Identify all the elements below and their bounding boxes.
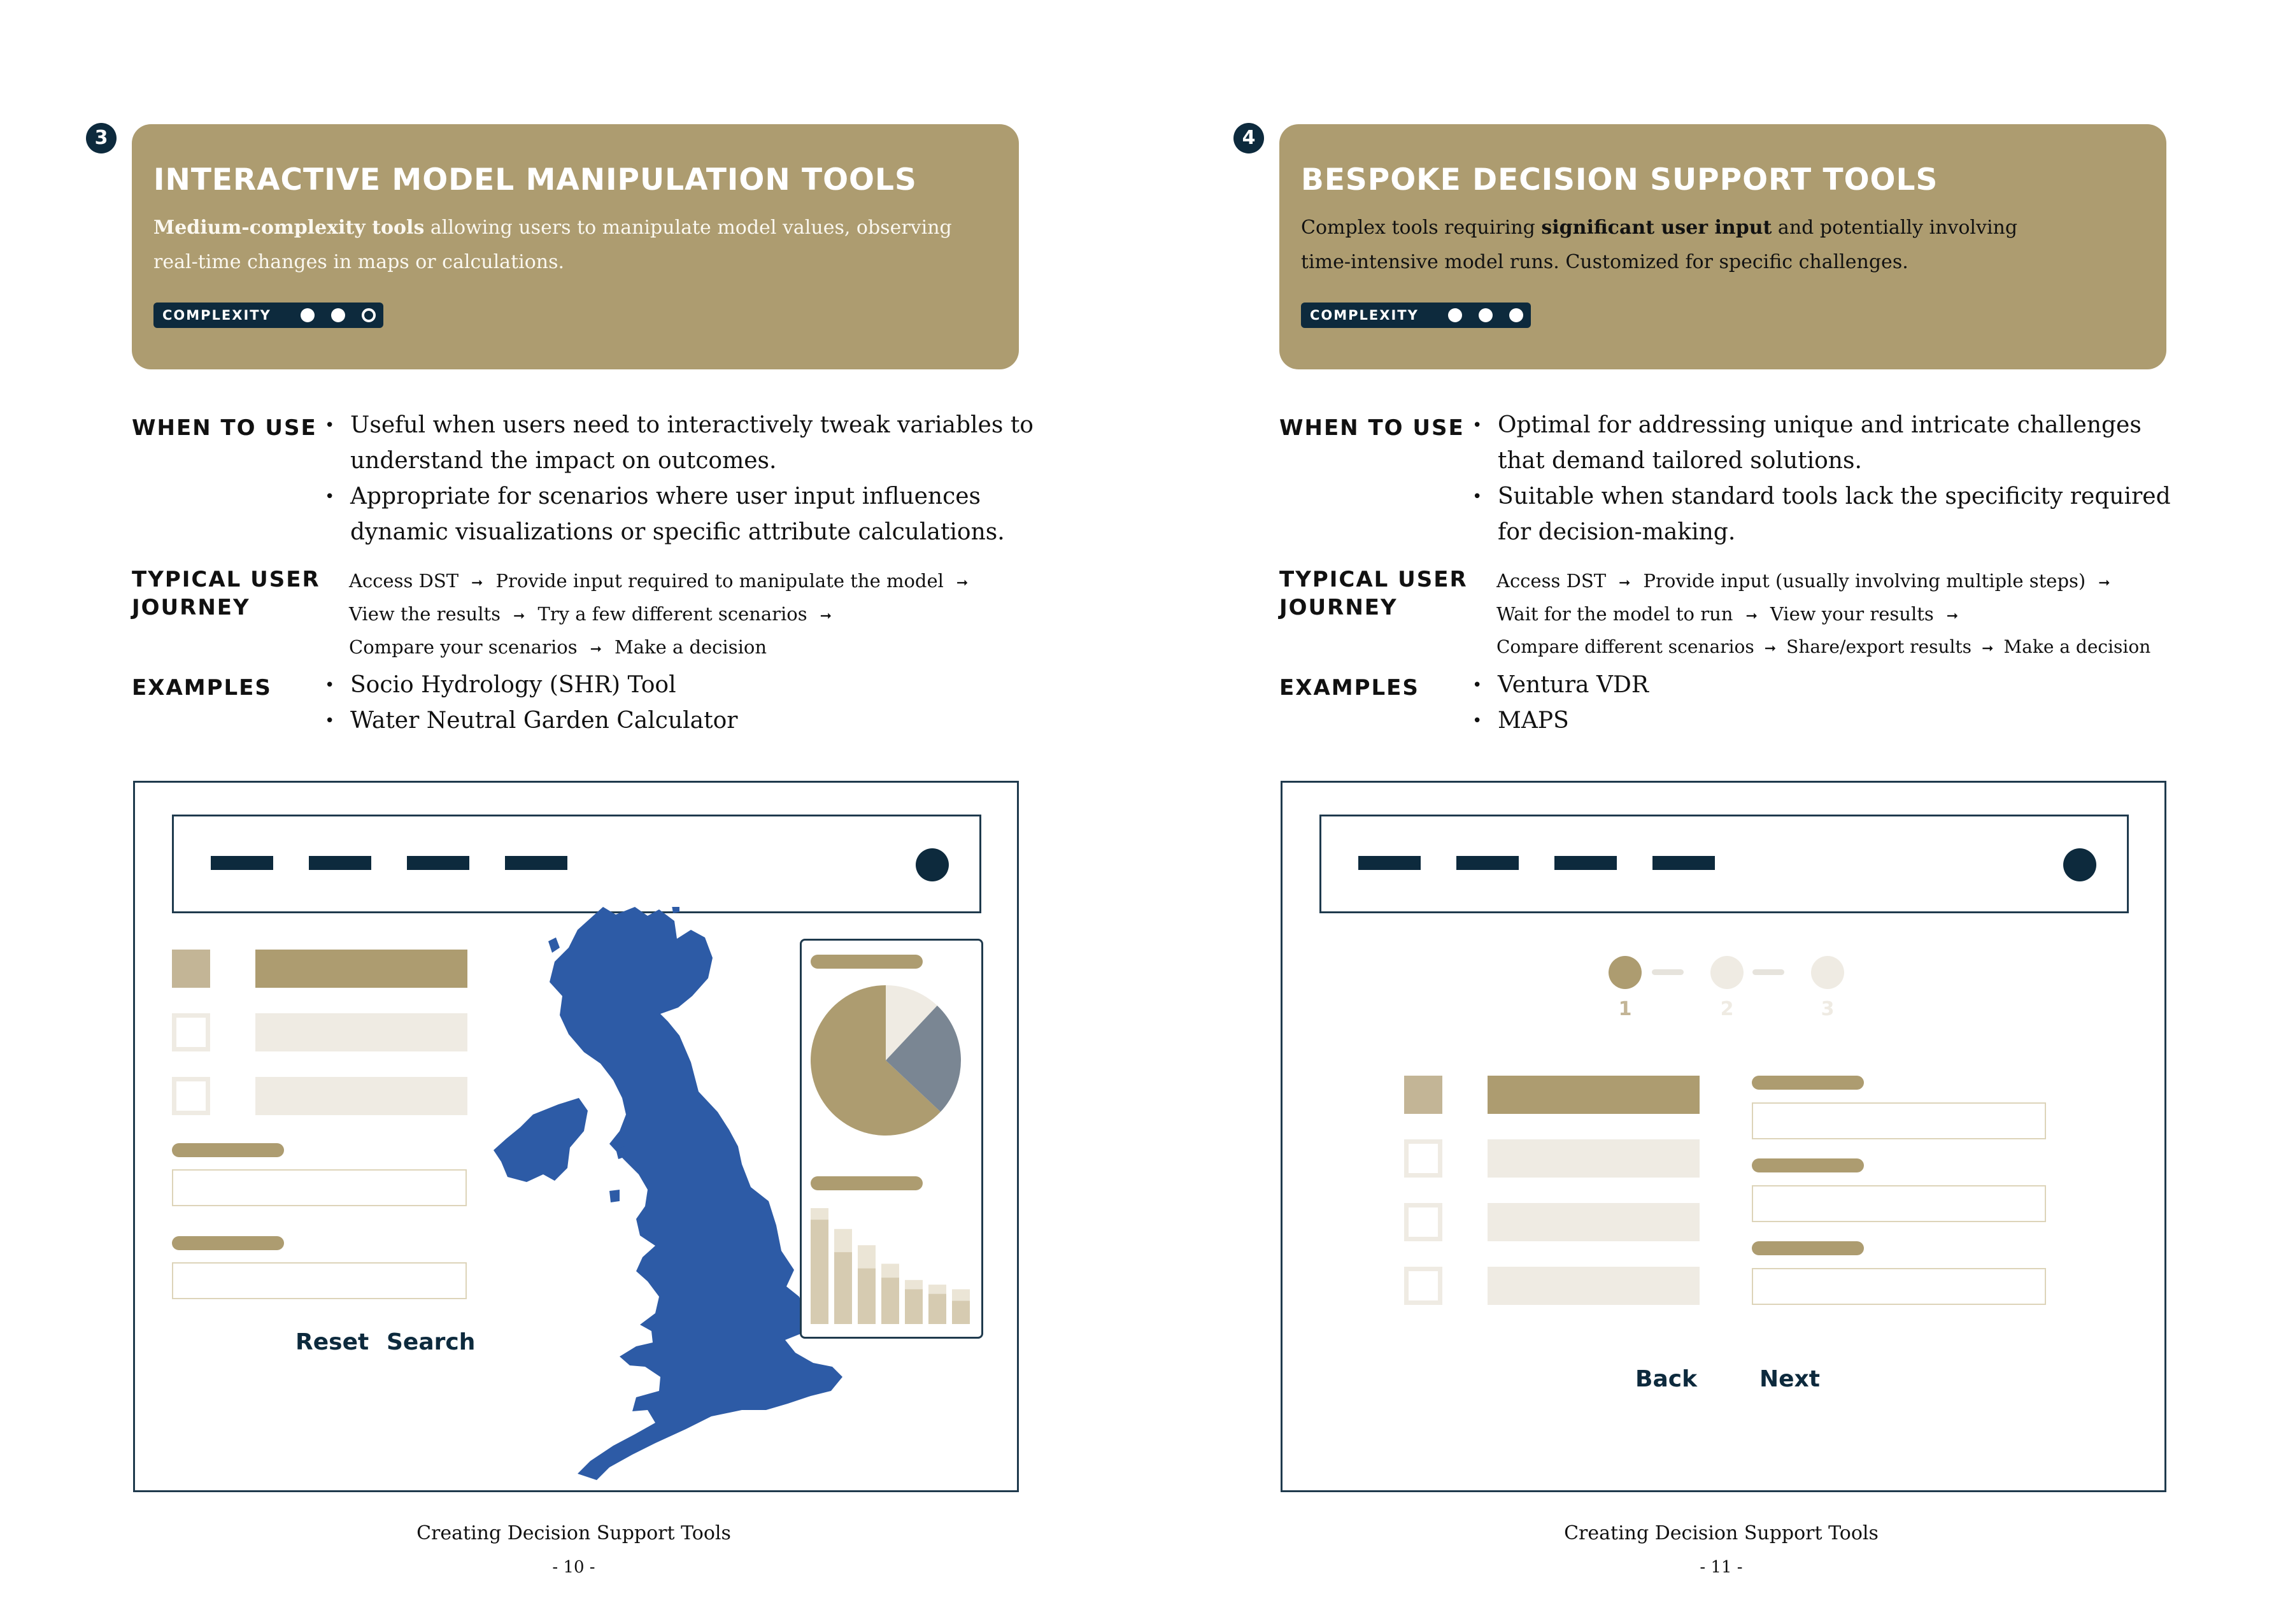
checkbox-unchecked [1404, 1267, 1442, 1305]
tool-type-description [1301, 211, 2142, 280]
nav-item-placeholder [211, 856, 273, 870]
checkbox-unchecked [1404, 1139, 1442, 1178]
option-bar [1488, 1139, 1700, 1178]
bar-chart [811, 1208, 974, 1329]
complexity-label: COMPLEXITY [162, 308, 271, 323]
option-bar [1488, 1203, 1700, 1241]
step-connector [1652, 969, 1684, 975]
bar-front [928, 1294, 946, 1324]
journey-step: Access DST [349, 570, 459, 592]
description-text: allowing users to manipulate model values, observing [424, 217, 952, 239]
bar-front [905, 1289, 923, 1324]
right-page [1148, 0, 2295, 1624]
journey-line [1496, 566, 2203, 599]
journey-step: Share/export results [1786, 636, 1972, 657]
description-emphasis: Medium-complexity tools [153, 217, 425, 239]
mock-nav-bar [172, 815, 981, 913]
complexity-badge [1301, 303, 1531, 328]
when-to-use-list [1472, 408, 2198, 550]
arrow-right-icon: ➞ [1982, 641, 1994, 657]
bar-front [811, 1220, 828, 1324]
field-label-placeholder [1752, 1241, 1864, 1255]
input-field-placeholder [1752, 1185, 2046, 1222]
tool-type-title: BESPOKE DECISION SUPPORT TOOLS [1301, 162, 1938, 197]
arrow-right-icon: ➞ [1946, 608, 1959, 624]
step-number: 2 [1720, 998, 1734, 1020]
list-item: • MAPS [1472, 703, 2198, 739]
journey-line [1496, 599, 2203, 632]
when-to-use-list [325, 408, 1051, 550]
bar-front [858, 1269, 876, 1324]
nav-item-placeholder [309, 856, 371, 870]
chart-label-placeholder [811, 1176, 923, 1190]
examples-label: EXAMPLES [132, 675, 272, 701]
back-button: Back [1635, 1366, 1698, 1392]
checkbox-unchecked [1404, 1203, 1442, 1241]
arrow-right-icon: ➞ [1619, 575, 1631, 591]
examples-list [1472, 667, 2198, 739]
input-field-placeholder [1752, 1102, 2046, 1139]
list-item: • Socio Hydrology (SHR) Tool [325, 667, 1051, 703]
list-item: • Appropriate for scenarios where user input influences dynamic visualizations or specific attribute calculations. [325, 479, 1051, 550]
page-number: - 11 - [1700, 1558, 1743, 1577]
field-label-placeholder [172, 1236, 284, 1250]
journey-line [349, 599, 1056, 632]
arrow-right-icon: ➞ [471, 575, 483, 591]
field-label-placeholder [1752, 1076, 1864, 1090]
bar-front [881, 1278, 899, 1324]
tool-type-header-card [1279, 124, 2166, 369]
user-journey-steps [1496, 566, 2203, 664]
nav-item-placeholder [1652, 856, 1715, 870]
journey-step: Make a decision [615, 636, 767, 658]
description-text-line2: real-time changes in maps or calculations. [153, 251, 565, 273]
field-label-placeholder [1752, 1158, 1864, 1172]
nav-item-placeholder [407, 856, 469, 870]
bar-front [952, 1301, 970, 1324]
journey-line [349, 566, 1056, 599]
map-great-britain [550, 907, 842, 1480]
footer-title: Creating Decision Support Tools [1564, 1522, 1879, 1544]
map-tool-mockup [133, 781, 1019, 1492]
chart-label-placeholder [811, 955, 923, 969]
arrow-right-icon: ➞ [820, 608, 832, 624]
complexity-badge [153, 303, 383, 328]
mock-nav-bar [1319, 815, 2129, 913]
nav-item-placeholder [505, 856, 567, 870]
step-indicator [1811, 956, 1844, 989]
uk-map-illustration [488, 907, 845, 1483]
list-item: • Optimal for addressing unique and intricate challenges that demand tailored solutions. [1472, 408, 2198, 479]
journey-step: View the results [349, 603, 501, 625]
complexity-dot-filled [1509, 308, 1523, 322]
complexity-dot-filled [301, 308, 315, 322]
option-bar [1488, 1267, 1700, 1305]
map-island [609, 1190, 620, 1202]
tool-type-title: INTERACTIVE MODEL MANIPULATION TOOLS [153, 162, 917, 197]
map-ireland [494, 1098, 588, 1182]
checkbox-unchecked [172, 1013, 210, 1051]
option-bar [255, 1013, 467, 1051]
stats-side-panel [800, 939, 983, 1339]
journey-line [1496, 632, 2203, 664]
complexity-dot-filled [331, 308, 345, 322]
checkbox-checked [172, 950, 210, 988]
complexity-label: COMPLEXITY [1310, 308, 1419, 323]
footer-title: Creating Decision Support Tools [416, 1522, 731, 1544]
description-text: Complex tools requiring [1301, 217, 1542, 239]
section-number-badge: 4 [1233, 123, 1264, 153]
user-journey-steps [349, 566, 1056, 665]
list-item: • Suitable when standard tools lack the specificity required for decision-making. [1472, 479, 2198, 550]
option-bar-selected [1488, 1076, 1700, 1114]
nav-item-placeholder [1554, 856, 1617, 870]
description-text: and potentially involving [1772, 217, 2018, 239]
journey-step: Compare different scenarios [1496, 636, 1754, 657]
journey-step: Provide input (usually involving multiple steps) [1643, 570, 2086, 592]
journey-line [349, 632, 1056, 665]
wizard-tool-mockup [1281, 781, 2166, 1492]
journey-step: Provide input required to manipulate the model [495, 570, 944, 592]
reset-button: Reset [295, 1329, 369, 1355]
checkbox-unchecked [172, 1077, 210, 1115]
avatar [2063, 848, 2096, 881]
examples-list [325, 667, 1051, 739]
nav-item-placeholder [1358, 856, 1421, 870]
examples-label: EXAMPLES [1279, 675, 1419, 701]
when-to-use-label: WHEN TO USE [1279, 415, 1465, 441]
journey-step: Compare your scenarios [349, 636, 578, 658]
next-button: Next [1759, 1366, 1820, 1392]
journey-step: Access DST [1496, 570, 1607, 592]
search-button: Search [387, 1329, 476, 1355]
arrow-right-icon: ➞ [2098, 575, 2110, 591]
option-bar-selected [255, 950, 467, 988]
field-label-placeholder [172, 1143, 284, 1157]
bar-front [834, 1252, 852, 1324]
input-field-placeholder [172, 1262, 467, 1299]
step-connector [1752, 969, 1784, 975]
arrow-right-icon: ➞ [513, 608, 525, 624]
complexity-dot-filled [1448, 308, 1462, 322]
option-bar [255, 1077, 467, 1115]
avatar [916, 848, 949, 881]
pie-chart [809, 984, 962, 1137]
arrow-right-icon: ➞ [1745, 608, 1758, 624]
journey-step: View your results [1770, 603, 1934, 625]
complexity-dot-filled [1479, 308, 1493, 322]
map-island [548, 937, 560, 953]
input-field-placeholder [1752, 1268, 2046, 1305]
description-text-line2: time-intensive model runs. Customized for specific challenges. [1301, 251, 1908, 273]
user-journey-label: TYPICAL USER JOURNEY [132, 567, 320, 620]
when-to-use-label: WHEN TO USE [132, 415, 317, 441]
list-item: • Ventura VDR [1472, 667, 2198, 703]
tool-type-header-card [132, 124, 1019, 369]
journey-step: Wait for the model to run [1496, 603, 1733, 625]
journey-step: Try a few different scenarios [537, 603, 807, 625]
arrow-right-icon: ➞ [1764, 641, 1777, 657]
list-item: • Water Neutral Garden Calculator [325, 703, 1051, 739]
nav-item-placeholder [1456, 856, 1519, 870]
tool-type-description [153, 211, 994, 280]
user-journey-label: TYPICAL USER JOURNEY [1279, 567, 1468, 620]
step-indicator [1710, 956, 1744, 989]
page-number: - 10 - [552, 1558, 595, 1577]
checkbox-checked [1404, 1076, 1442, 1114]
complexity-dot-empty [362, 308, 376, 322]
arrow-right-icon: ➞ [956, 575, 969, 591]
section-number-badge: 3 [86, 123, 117, 153]
description-emphasis: significant user input [1541, 217, 1772, 239]
list-item: • Useful when users need to interactively tweak variables to understand the impact on outcomes. [325, 408, 1051, 479]
journey-step: Make a decision [2003, 636, 2151, 657]
map-island [672, 907, 679, 913]
step-number: 1 [1618, 998, 1632, 1020]
step-number: 3 [1821, 998, 1835, 1020]
input-field-placeholder [172, 1169, 467, 1206]
arrow-right-icon: ➞ [590, 641, 602, 657]
step-indicator-active [1609, 956, 1642, 989]
